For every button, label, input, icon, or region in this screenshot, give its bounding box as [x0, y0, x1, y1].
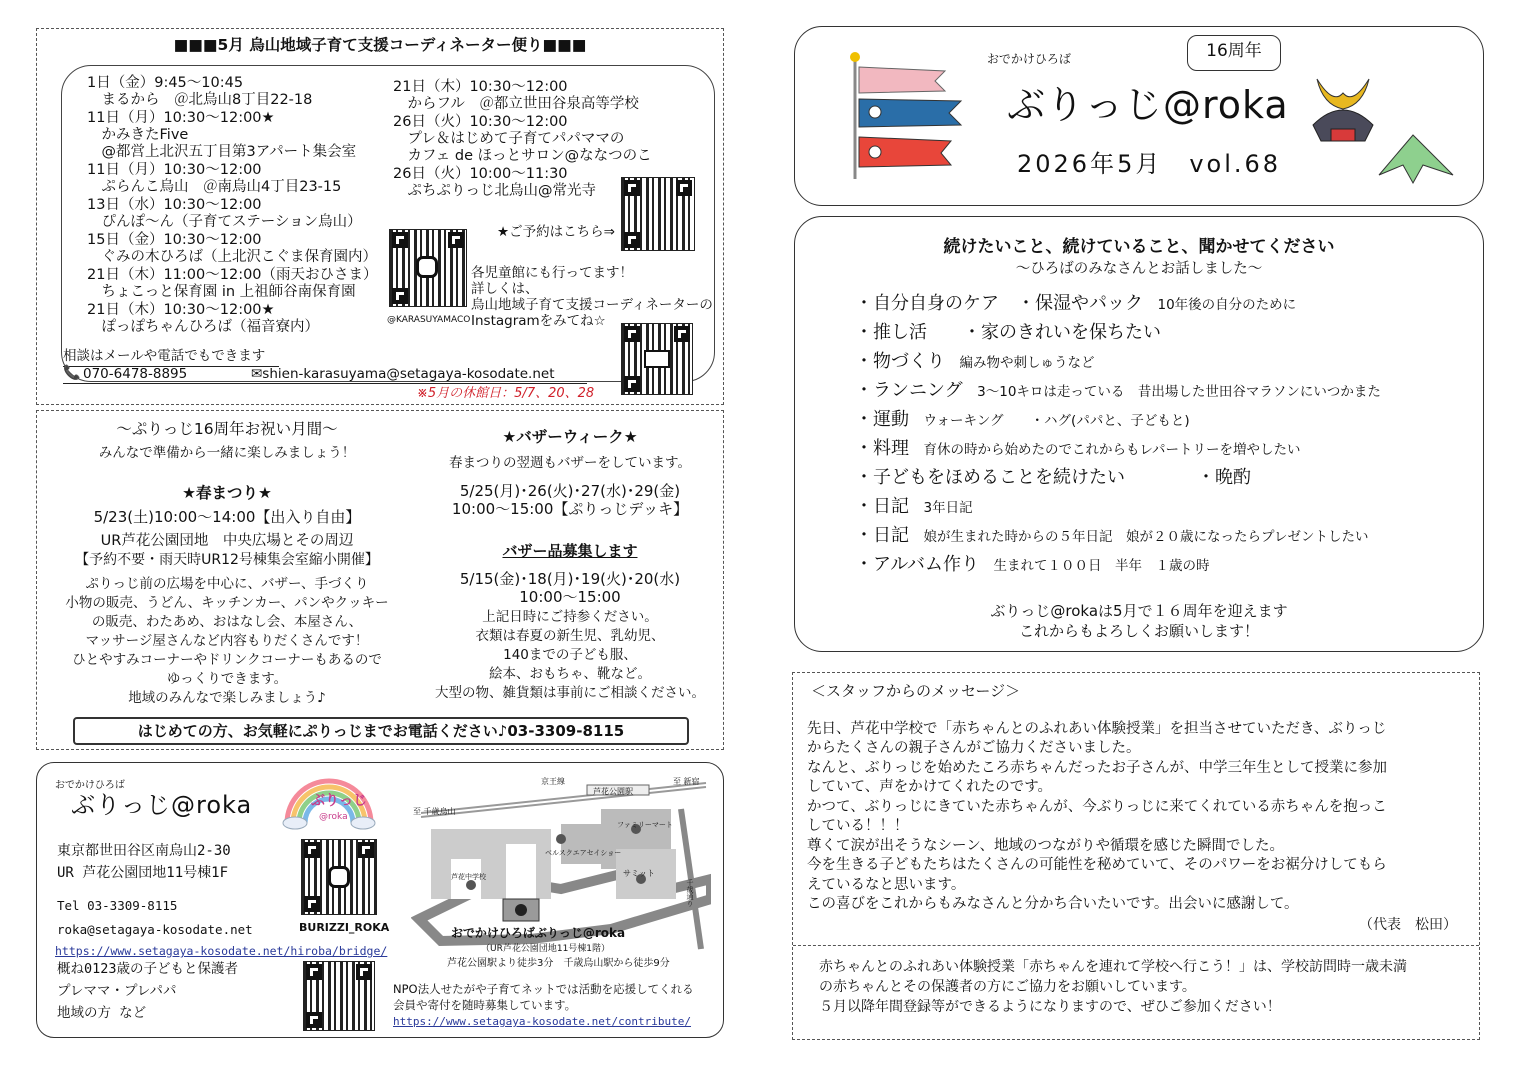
header-title: ぶりっじ@roka: [1007, 83, 1289, 127]
schedule-line: 13日（水）10:30～12:00: [87, 197, 262, 213]
schedule-line: 26日（火）10:00～11:30: [393, 166, 568, 182]
reserve-qr-code[interactable]: [621, 177, 695, 251]
talk-item: [855, 527, 1368, 546]
info-url-link[interactable]: https://www.setagaya-kosodate.net/hiroba/bridge/: [55, 944, 388, 958]
instagram-icon: [416, 256, 438, 278]
schedule-line: からフル ＠都立世田谷泉高等学校: [393, 96, 639, 112]
spring-festival-place: UR芦花公園団地 中央広場とその周辺: [100, 533, 354, 549]
anniversary-badge: [1187, 35, 1281, 71]
talk-section: [794, 216, 1484, 652]
map-label-bell: ベルスクエアセイショー: [545, 849, 622, 857]
talk-item-note: 生まれて１００日 半年 １歳の時: [993, 558, 1210, 574]
address-line: 東京都世田谷区南烏山2-30: [57, 843, 231, 859]
talk-item: [855, 556, 1210, 575]
bazaar-column: [415, 411, 725, 711]
events-section: [36, 410, 724, 750]
bazaar-week-subtitle: 春まつりの翌週もバザーをしています。: [449, 455, 691, 471]
map-label-road: 千歳通り: [686, 879, 694, 907]
talk-item-main: ・子どもをほめることを続けたい ・晩酌: [855, 467, 1251, 488]
schedule-line: ぐみの木ひろば（上北沢こぐま保育園内）: [87, 249, 377, 265]
carp-streamer: [845, 49, 965, 179]
call-banner-text: はじめての方、お気軽にぷりっじまでお電話ください♪03-3309-8115: [137, 722, 625, 740]
spring-festival-date: 5/23(土)10:00～14:00【出入り自由】: [93, 508, 361, 526]
instagram-note-line: 詳しくは、: [471, 281, 539, 297]
schedule-line: 26日（火）10:30～12:00: [393, 114, 568, 130]
talk-item-main: ・自分自身のケア ・保湿やパック: [855, 293, 1143, 314]
talk-item: [855, 382, 1381, 401]
map-label-roka-school: 芦花中学校: [451, 873, 486, 881]
talk-item-main: ・物づくり: [855, 351, 945, 372]
bazaar-week-title: ★バザーウィーク★: [502, 428, 638, 446]
koinobori-icon: [845, 49, 965, 179]
anniversary-badge-text: 16周年: [1206, 41, 1262, 61]
instagram-handle: @KARASUYAMACO: [387, 315, 471, 325]
talk-item-note: ウォーキング ・ハグ(パパと、子どもと): [923, 413, 1190, 429]
kabuto-icon: [1303, 65, 1473, 197]
instagram-note-line: 各児童館にも行ってます！: [471, 265, 633, 281]
schedule-line: プレ＆はじめて子育てパパママの: [393, 131, 625, 147]
coordinator-heading: ■■■5月 烏山地域子育て支援コーディネーター便り■■■: [173, 36, 587, 54]
staff-message-line: この喜びをこれからもみなさんと分かち合いたいです。出会いに感謝して。: [807, 896, 1299, 912]
talk-item-main: ・ランニング: [855, 380, 963, 401]
talk-item-note: 娘が生まれた時からの５年日記 娘が２０歳になったらプレゼントしたい: [923, 529, 1369, 545]
collect-line: 上記日時にご持参ください。: [482, 609, 658, 625]
staff-message-line: 今を生きる子どもたちはたくさんの可能性を秘めていて、そのパワーをお裾分けしてもら: [807, 857, 1387, 873]
staff-divider: [793, 945, 1479, 946]
schedule-line: ぽっぽちゃんひろば（福音寮内）: [87, 319, 319, 335]
spring-column: [37, 411, 417, 711]
contact-underline: [63, 383, 587, 384]
talk-item-main: ・料理: [855, 438, 909, 459]
anniversary-subtitle: みんなで準備から一緒に楽しみましょう！: [98, 445, 356, 461]
talk-title: 続けたいこと、続けていること、聞かせてください: [943, 237, 1335, 257]
staff-note-line: の赤ちゃんとその保護者の方にご協力をお願いしています。: [819, 979, 1196, 995]
map-label-shinjuku: 至 新宿: [673, 777, 700, 786]
mail-qr-code[interactable]: [621, 323, 693, 395]
collect-line: 大型の物、雑貨類は事前にご相談ください。: [435, 685, 705, 701]
schedule-line: @都営上北沢五丁目第3アパート集会室: [87, 144, 357, 160]
badge-title: ぶりっじ: [311, 793, 367, 809]
instagram-note-line: 烏山地域子育て支援コーディネーターの: [471, 297, 713, 313]
talk-item: [855, 498, 973, 517]
rainbow-badge: [281, 771, 377, 831]
bazaar-week-dates: 5/25(月)･26(火)･27(水)･29(金): [459, 482, 681, 500]
schedule-line: ちょこっと保育園 in 上祖師谷南保育園: [87, 284, 356, 300]
info-small-title: おでかけひろば: [55, 780, 125, 791]
info-logo: ぶりっじ@roka: [71, 791, 253, 819]
talk-item: [855, 353, 1095, 372]
talk-item: [855, 411, 1190, 430]
map-access: 芦花公園駅より徒歩3分 千歳烏山駅から徒歩9分: [447, 958, 670, 969]
staff-message-line: えているなと思います。: [807, 877, 966, 893]
helmet-illustration: [1303, 65, 1473, 197]
phone-icon: 📞: [63, 365, 81, 381]
header-small-title: おでかけひろば: [987, 52, 1071, 66]
spring-desc-line: ぷりっじ前の広場を中心に、バザー、手づくり: [85, 576, 369, 592]
staff-message-line: している！！！: [807, 818, 909, 834]
spring-desc-line: の販売、わたあめ、おはなし会、本屋さん、: [91, 614, 363, 630]
schedule-line: 21日（木）10:30～12:00★: [87, 302, 275, 318]
collect-line: 140までの子ども服、: [503, 647, 637, 663]
schedule-line: ぷらんこ烏山 ＠南烏山4丁目23-15: [87, 179, 342, 195]
staff-message-line: からたくさんの親子さんがご協力くださいました。: [807, 740, 1141, 756]
mail-icon: [644, 350, 670, 368]
info-tel[interactable]: Tel 03-3309-8115: [57, 898, 178, 913]
map-label-chitose: 至 千歳烏山: [413, 807, 456, 816]
collect-line: 5/15(金)･18(月)･19(火)･20(水): [459, 570, 681, 588]
talk-item: [855, 469, 1251, 488]
staff-note-line: 赤ちゃんとのふれあい体験授業「赤ちゃんを連れて学校へ行こう！」は、学校訪問時一歳未満: [819, 959, 1407, 975]
schedule-line: かみきたFive: [87, 127, 189, 143]
address-line: UR 芦花公園団地11号棟1F: [57, 865, 229, 881]
target-line: プレママ・プレパパ: [57, 983, 177, 999]
talk-item-note: 3年日記: [923, 500, 973, 516]
talk-item-main: ・アルバム作り: [855, 554, 980, 575]
holiday-note: ※5月の休館日：5/7、20、28: [417, 386, 595, 401]
schedule-line: 21日（木）10:30～12:00: [393, 79, 568, 95]
collect-line: 絵本、おもちゃ、靴など。: [489, 666, 651, 682]
target-line: 地域の方 など: [57, 1005, 147, 1021]
staff-section: [792, 672, 1480, 1040]
coordinator-section: [36, 28, 724, 405]
talk-item-main: ・推し活 ・家のきれいを保ちたい: [855, 322, 1161, 343]
newsletter-header: [794, 26, 1484, 206]
npo-line: NPO法人せたがや子育てネットでは活動を応援してくれる: [393, 982, 694, 996]
schedule-line: 11日（月）10:30～12:00★: [87, 110, 275, 126]
call-banner[interactable]: [73, 717, 689, 745]
schedule-line: まるから ＠北烏山8丁目22-18: [87, 92, 313, 108]
talk-item-main: ・日記: [855, 496, 909, 517]
spring-desc-line: ひとやすみコーナーやドリンクコーナーもあるので: [72, 652, 382, 668]
spring-desc-line: ゆっくりできます。: [166, 671, 288, 687]
target-line: 概ね0123歳の子どもと保護者: [57, 961, 239, 977]
talk-item-main: ・運動: [855, 409, 909, 430]
talk-subtitle: ～ひろばのみなさんとお話しました～: [1015, 261, 1263, 277]
talk-item-note: 育休の時から始めたのでこれからもレパートリーを増やしたい: [923, 442, 1301, 458]
info-mail[interactable]: roka@setagaya-kosodate.net: [57, 922, 253, 937]
collect-line: 衣類は春夏の新生児、乳幼児、: [475, 628, 665, 644]
talk-item: [855, 324, 1161, 343]
staff-message-line: なんと、ぶりっじを始めたころ赤ちゃんだったお子さんが、中学三年生として授業に参加: [807, 760, 1387, 776]
schedule-line: 15日（金）10:30～12:00: [87, 232, 262, 248]
consult-text: 相談はメールや電話でもできます: [63, 348, 266, 364]
coordinator-email[interactable]: ✉shien-karasuyama@setagaya-kosodate.net: [251, 366, 555, 382]
spring-festival-rain: 【予約不要・雨天時UR12号棟集会室縮小開催】: [75, 552, 379, 568]
badge-subtitle: @roka: [319, 812, 348, 822]
staff-message-line: 尊くて涙が出そうなシーン、地域のつながりや循環を感じた瞬間でした。: [807, 838, 1285, 854]
collect-line: 10:00～15:00: [519, 588, 621, 606]
talk-item-note: 編み物や刺しゅうなど: [959, 355, 1095, 371]
map-label-station: 芦花公園駅: [593, 787, 633, 796]
npo-url-link[interactable]: https://www.setagaya-kosodate.net/contribute/: [393, 1015, 692, 1028]
schedule-line: 21日（木）11:00～12:00（雨天おひさま）: [87, 267, 378, 283]
bazaar-week-time: 10:00～15:00【ぷりっじデッキ】: [451, 500, 689, 518]
talk-item: [855, 440, 1301, 459]
map-label-keio: 京王線: [541, 777, 565, 786]
info-section: [36, 762, 724, 1038]
spring-desc-line: マッサージ屋さんなど内容もりだくさんです！: [85, 633, 369, 649]
bazaar-collect-title: バザー品募集します: [502, 542, 638, 560]
talk-item-note: 3～10キロは走っている 昔出場した世田谷マラソンにいつかまた: [977, 384, 1381, 400]
talk-closing-line: これからもよろしくお願いします！: [1018, 622, 1259, 640]
schedule-line: ぴんぽ～ん（子育てステーション烏山）: [87, 214, 362, 230]
map-place-name: おでかけひろばぶりっじ@roka: [451, 926, 626, 940]
instagram-icon: [328, 866, 350, 888]
spring-desc-line: 地域のみんなで楽しみましょう♪: [128, 690, 326, 706]
map-label-family: ファミリーマート: [617, 821, 673, 829]
spring-festival-title: ★春まつり★: [182, 484, 272, 502]
schedule-line: ぷちぷりっじ北烏山@常光寺: [393, 183, 596, 199]
staff-signature: （代表 松田）: [1359, 917, 1457, 933]
website-qr-code[interactable]: [303, 961, 375, 1031]
access-map: [411, 769, 711, 969]
talk-item: [855, 295, 1296, 314]
coordinator-phone[interactable]: 070-6478-8895: [83, 366, 188, 382]
talk-closing-line: ぶりっじ@rokaは5月で１６周年を迎えます: [990, 602, 1288, 620]
instagram-note-line: Instagramをみてね☆: [471, 313, 606, 329]
spring-desc-line: 小物の販売、うどん、キッチンカー、パンやクッキー: [65, 595, 389, 611]
staff-note-line: ５月以降年間登録等ができるようになりますので、ぜひご参加ください！: [819, 999, 1281, 1015]
instagram-qr-code[interactable]: [301, 839, 377, 915]
map-label-summit: サミット: [623, 869, 655, 878]
staff-heading: ＜スタッフからのメッセージ＞: [811, 682, 1021, 700]
talk-item-main: ・日記: [855, 525, 909, 546]
schedule-line: 1日（金）9:45～10:45: [87, 75, 244, 91]
schedule-line: 11日（月）10:30～12:00: [87, 162, 262, 178]
staff-message-line: していて、声をかけてくれたのです。: [807, 779, 1053, 795]
staff-message-line: 先日、芦花中学校で「赤ちゃんとのふれあい体験授業」を担当させていただき、ぶりっじ: [807, 721, 1387, 737]
anniversary-title: ～ぷりっじ16周年お祝い月間～: [116, 420, 338, 438]
talk-item-note: 10年後の自分のために: [1157, 297, 1297, 313]
reserve-label: ★ご予約はこちら⇒: [497, 224, 615, 240]
staff-message-line: かつて、ぶりっじにきていた赤ちゃんが、今ぶりっじに来てくれている赤ちゃんを抱っこ: [807, 799, 1387, 815]
map-place-sub: （UR芦花公園団地11号棟1階）: [481, 944, 611, 954]
npo-line: 会員や寄付を随時募集しています。: [393, 998, 577, 1012]
header-issue: 2026年5月 vol.68: [1017, 150, 1282, 178]
instagram-qr-label: BURIZZI_ROKA: [299, 921, 390, 934]
schedule-line: カフェ de ほっとサロン@ななつのこ: [393, 148, 652, 164]
instagram-qr-code[interactable]: [389, 229, 467, 307]
